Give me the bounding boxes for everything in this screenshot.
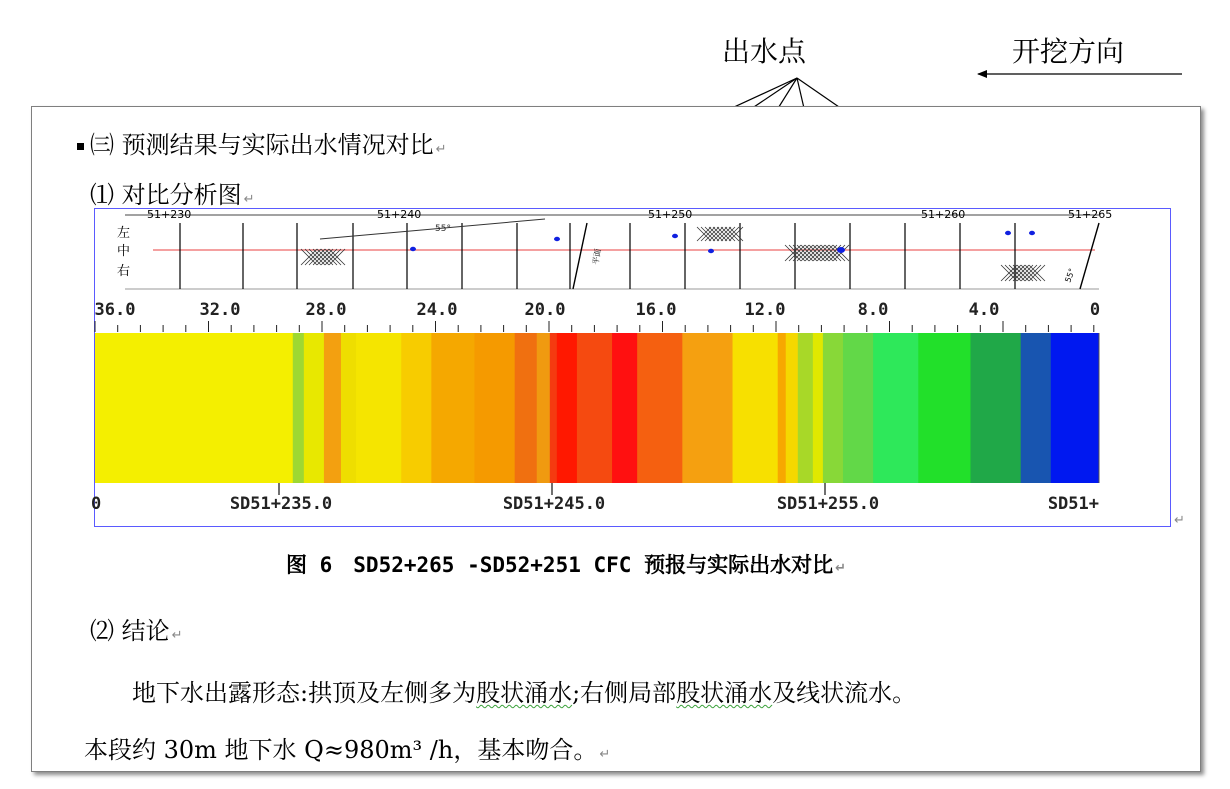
color-band [95,333,293,483]
fracture-hatch [697,227,743,241]
bullet-icon [77,143,84,150]
color-band [550,333,558,483]
position-right-label: 右 [117,264,131,279]
color-band [577,333,613,483]
color-band [823,333,844,483]
small-label: 55° [1063,267,1077,284]
color-band [843,333,874,483]
top-distance-scale [95,293,1101,333]
fault-line [1080,223,1099,289]
color-band [918,333,971,483]
fault-line [573,223,587,289]
water-point-marker [672,234,678,238]
bottom-scale-label: SD51+245.0 [502,494,606,514]
subheading-conclusion: ⑵ 结论 ↵ [90,617,183,645]
color-band [612,333,638,483]
conclusion-line-2: 本段约 30m 地下水 Q≈980m³ /h，基本吻合。 ↵ [84,736,611,764]
color-band [515,333,538,483]
color-band [304,333,325,483]
color-band [537,333,551,483]
section-heading: ㈢ 预测结果与实际出水情况对比 ↵ [77,125,447,160]
top-scale-label: 12.0 [744,300,786,320]
color-band [431,333,475,483]
top-scale-label: 8.0 [857,300,889,320]
color-band [798,333,814,483]
subheading-comparison-chart: ⑴ 对比分析图 ↵ [90,181,255,209]
top-scale-label: 24.0 [416,300,458,320]
color-band [557,333,578,483]
excavation-direction-label: 开挖方向 [1012,35,1125,68]
small-label: 平面 [591,248,603,266]
top-scale-label: 20.0 [524,300,566,320]
top-scale-label: 4.0 [968,300,1000,320]
top-scale-label: 0 [1089,300,1101,320]
conclusion-paragraph: 地下水出露形态:拱顶及左侧多为股状涌水;右侧局部股状涌水及线状流水。 [84,679,917,707]
figure-caption: 图 6 SD52+265 -SD52+251 CFC 预报与实际出水对比 ↵ [286,553,846,577]
station-label: 51+240 [377,208,422,221]
water-point-marker [1005,231,1011,235]
water-point-marker [554,237,560,241]
bottom-scale-label: SD51+ [1047,494,1099,514]
color-band [786,333,799,483]
color-band [637,333,683,483]
fracture-hatch [301,249,345,265]
top-scale-label: 28.0 [305,300,347,320]
color-band [401,333,432,483]
tunnel-sketch [117,208,1112,289]
top-scale-label: 36.0 [94,300,136,320]
figure-canvas [91,208,1170,526]
top-scale-label: 16.0 [635,300,677,320]
station-label: 51+265 [1068,208,1113,221]
bottom-scale-label: 0 [91,494,102,514]
color-band [341,333,357,483]
water-point-marker [708,249,714,253]
station-label: 51+230 [147,208,192,221]
color-band [873,333,919,483]
angle-label: 55° [435,224,451,234]
color-band [778,333,787,483]
water-point-marker [1029,231,1035,235]
color-band [682,333,733,483]
paragraph-mark: ↵ [1174,513,1185,528]
color-band [733,333,779,483]
position-left-label: 左 [117,226,131,241]
station-label: 51+250 [648,208,693,221]
top-scale-label: 32.0 [199,300,241,320]
color-band [813,333,824,483]
color-band [475,333,516,483]
color-band [970,333,1021,483]
fracture-hatch [1001,265,1045,281]
comparison-figure [91,208,1171,527]
position-center-label: 中 [117,244,131,259]
color-band [324,333,342,483]
document-page [31,106,1201,772]
color-band [1051,333,1100,483]
color-band [1021,333,1052,483]
fracture-line [320,219,545,239]
station-label: 51+260 [921,208,966,221]
bottom-scale-label: SD51+235.0 [229,494,333,514]
water-point-marker [410,247,416,251]
bottom-scale-label: SD51+255.0 [776,494,880,514]
prediction-color-bands [95,333,1100,483]
water-point-marker [837,247,845,253]
color-band [356,333,402,483]
color-band [293,333,305,483]
water-points-callout: 出水点 [722,35,807,68]
bottom-station-scale [91,483,1099,514]
